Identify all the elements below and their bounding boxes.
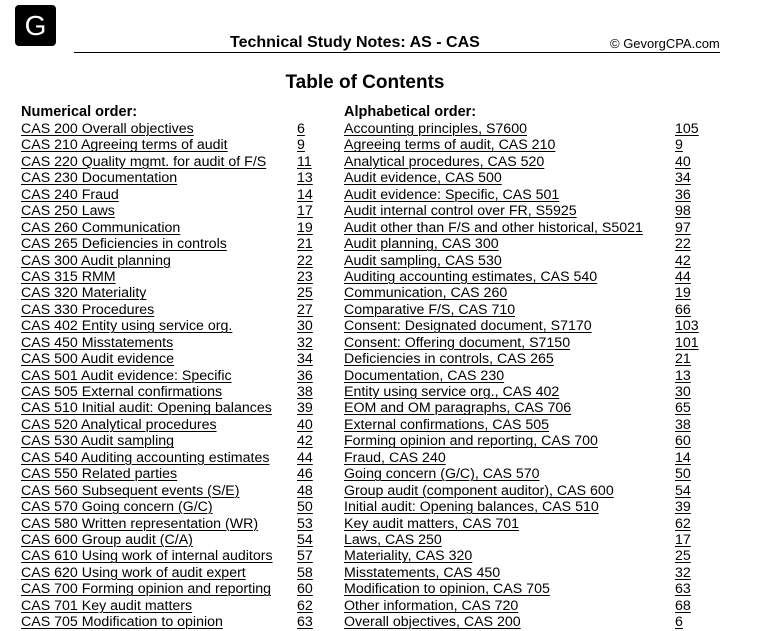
- alphabetical-toc-entry-link[interactable]: Audit other than F/S and other historical, S5021: [344, 219, 643, 236]
- numerical-toc-row: [21, 285, 321, 301]
- alphabetical-toc-page-link[interactable]: 40: [675, 153, 691, 170]
- numerical-toc-page-link[interactable]: 42: [297, 433, 313, 450]
- alphabetical-toc-page-link[interactable]: 42: [675, 252, 691, 269]
- alphabetical-toc-list: [344, 121, 704, 631]
- alphabetical-toc-entry-link[interactable]: Audit evidence: Specific, CAS 501: [344, 186, 560, 203]
- alphabetical-toc-page-link[interactable]: 63: [675, 581, 691, 598]
- alphabetical-order-heading: Alphabetical order:: [344, 104, 477, 120]
- numerical-toc-entry-link[interactable]: CAS 701 Key audit matters: [21, 597, 193, 614]
- alphabetical-toc-row: [344, 121, 704, 137]
- numerical-toc-row: [21, 170, 321, 186]
- numerical-toc-page-link[interactable]: 14: [297, 186, 313, 203]
- alphabetical-toc-page-link[interactable]: 6: [675, 614, 683, 631]
- alphabetical-toc-row: [344, 203, 704, 219]
- numerical-toc-page-link[interactable]: 36: [297, 367, 313, 384]
- numerical-toc-row: [21, 302, 321, 318]
- numerical-toc-row: [21, 203, 321, 219]
- numerical-toc-page-link[interactable]: 57: [297, 548, 313, 565]
- alphabetical-toc-entry-link[interactable]: Entity using service org., CAS 402: [344, 384, 560, 400]
- alphabetical-toc-row: [344, 450, 704, 466]
- alphabetical-toc-row: [344, 598, 704, 614]
- numerical-toc-entry-link[interactable]: CAS 705 Modification to opinion: [21, 614, 223, 631]
- alphabetical-toc-entry-link[interactable]: Forming opinion and reporting, CAS 700: [344, 433, 598, 450]
- alphabetical-toc-row: [344, 335, 704, 351]
- gevorgcpa-logo: [15, 5, 56, 46]
- numerical-toc-row: [21, 269, 321, 285]
- alphabetical-toc-page-link[interactable]: 50: [675, 466, 691, 483]
- header-title: Technical Study Notes: AS - CAS: [230, 34, 480, 51]
- alphabetical-toc-row: [344, 253, 704, 269]
- alphabetical-toc-row: [344, 548, 704, 564]
- alphabetical-toc-entry-link[interactable]: Audit sampling, CAS 530: [344, 252, 502, 269]
- numerical-toc-page-link[interactable]: 50: [297, 499, 313, 516]
- alphabetical-toc-entry-link[interactable]: Laws, CAS 250: [344, 531, 442, 548]
- numerical-toc-page-link[interactable]: 17: [297, 203, 313, 220]
- numerical-toc-entry-link[interactable]: CAS 540 Auditing accounting estimates: [21, 449, 270, 466]
- numerical-toc-entry-link[interactable]: CAS 500 Audit evidence: [21, 351, 175, 368]
- alphabetical-toc-page-link[interactable]: 21: [675, 351, 691, 368]
- numerical-toc-row: [21, 417, 321, 433]
- alphabetical-toc-row: [344, 187, 704, 203]
- numerical-toc-page-link[interactable]: 38: [297, 384, 313, 400]
- alphabetical-toc-entry-link[interactable]: External confirmations, CAS 505: [344, 416, 550, 433]
- alphabetical-toc-entry-link[interactable]: Group audit (component auditor), CAS 600: [344, 482, 614, 499]
- numerical-toc-row: [21, 483, 321, 499]
- numerical-toc-row: [21, 499, 321, 515]
- alphabetical-toc-row: [344, 236, 704, 252]
- alphabetical-toc-row: [344, 466, 704, 482]
- alphabetical-toc-row: [344, 137, 704, 153]
- alphabetical-toc-row: [344, 483, 704, 499]
- numerical-toc-entry-link[interactable]: CAS 250 Laws: [21, 203, 115, 220]
- alphabetical-toc-row: [344, 154, 704, 170]
- alphabetical-toc-page-link[interactable]: 105: [675, 121, 699, 137]
- alphabetical-toc-row: [344, 532, 704, 548]
- alphabetical-toc-page-link[interactable]: 66: [675, 301, 691, 318]
- numerical-toc-list: [21, 121, 321, 631]
- alphabetical-toc-row: [344, 516, 704, 532]
- numerical-toc-row: [21, 187, 321, 203]
- numerical-toc-row: [21, 368, 321, 384]
- numerical-toc-row: [21, 565, 321, 581]
- alphabetical-toc-page-link[interactable]: 17: [675, 531, 691, 548]
- alphabetical-toc-entry-link[interactable]: Accounting principles, S7600: [344, 121, 527, 137]
- numerical-toc-entry-link[interactable]: CAS 330 Procedures: [21, 301, 155, 318]
- numerical-toc-row: [21, 236, 321, 252]
- numerical-order-heading: Numerical order:: [21, 104, 138, 120]
- alphabetical-toc-row: [344, 433, 704, 449]
- alphabetical-toc-page-link[interactable]: 32: [675, 564, 691, 581]
- numerical-toc-entry-link[interactable]: CAS 265 Deficiencies in controls: [21, 236, 227, 253]
- numerical-toc-entry-link[interactable]: CAS 580 Written representation (WR): [21, 515, 259, 532]
- numerical-toc-page-link[interactable]: 44: [297, 449, 313, 466]
- alphabetical-toc-page-link[interactable]: 54: [675, 482, 691, 499]
- numerical-toc-row: [21, 516, 321, 532]
- numerical-toc-page-link[interactable]: 22: [297, 252, 313, 269]
- alphabetical-toc-row: [344, 351, 704, 367]
- numerical-toc-entry-link[interactable]: CAS 550 Related parties: [21, 466, 178, 483]
- numerical-toc-page-link[interactable]: 6: [297, 121, 305, 137]
- numerical-toc-row: [21, 154, 321, 170]
- numerical-toc-row: [21, 351, 321, 367]
- numerical-toc-entry-link[interactable]: CAS 260 Communication: [21, 219, 181, 236]
- alphabetical-toc-page-link[interactable]: 14: [675, 449, 691, 466]
- numerical-toc-page-link[interactable]: 39: [297, 400, 313, 417]
- alphabetical-toc-row: [344, 499, 704, 515]
- logo-letter: G: [24, 9, 47, 41]
- alphabetical-toc-page-link[interactable]: 39: [675, 499, 691, 516]
- numerical-toc-row: [21, 220, 321, 236]
- alphabetical-toc-row: [344, 269, 704, 285]
- numerical-toc-page-link[interactable]: 21: [297, 236, 313, 253]
- numerical-toc-entry-link[interactable]: CAS 501 Audit evidence: Specific: [21, 367, 232, 384]
- alphabetical-toc-entry-link[interactable]: Communication, CAS 260: [344, 285, 508, 302]
- numerical-toc-row: [21, 253, 321, 269]
- alphabetical-toc-row: [344, 384, 704, 400]
- numerical-toc-entry-link[interactable]: CAS 315 RMM: [21, 268, 116, 285]
- numerical-toc-page-link[interactable]: 62: [297, 597, 313, 614]
- numerical-toc-page-link[interactable]: 27: [297, 301, 313, 318]
- numerical-toc-row: [21, 433, 321, 449]
- numerical-toc-entry-link[interactable]: CAS 402 Entity using service org.: [21, 318, 233, 335]
- numerical-toc-entry-link[interactable]: CAS 520 Analytical procedures: [21, 416, 217, 433]
- alphabetical-toc-entry-link[interactable]: Consent: Offering document, S7150: [344, 334, 571, 351]
- numerical-toc-entry-link[interactable]: CAS 300 Audit planning: [21, 252, 171, 269]
- numerical-toc-row: [21, 598, 321, 614]
- alphabetical-toc-page-link[interactable]: 44: [675, 268, 691, 285]
- numerical-toc-entry-link[interactable]: CAS 620 Using work of audit expert: [21, 564, 246, 581]
- alphabetical-toc-page-link[interactable]: 62: [675, 515, 691, 532]
- alphabetical-toc-row: [344, 614, 704, 630]
- numerical-toc-page-link[interactable]: 63: [297, 614, 313, 631]
- numerical-toc-page-link[interactable]: 30: [297, 318, 313, 335]
- alphabetical-toc-row: [344, 368, 704, 384]
- alphabetical-toc-page-link[interactable]: 103: [675, 318, 699, 335]
- numerical-toc-row: [21, 137, 321, 153]
- alphabetical-toc-page-link[interactable]: 34: [675, 170, 691, 187]
- numerical-toc-page-link[interactable]: 54: [297, 531, 313, 548]
- alphabetical-toc-entry-link[interactable]: Documentation, CAS 230: [344, 367, 505, 384]
- alphabetical-toc-row: [344, 565, 704, 581]
- alphabetical-toc-row: [344, 220, 704, 236]
- numerical-toc-entry-link[interactable]: CAS 600 Group audit (C/A): [21, 531, 193, 548]
- alphabetical-toc-page-link[interactable]: 22: [675, 236, 691, 253]
- alphabetical-toc-page-link[interactable]: 36: [675, 186, 691, 203]
- numerical-toc-row: [21, 121, 321, 137]
- numerical-toc-page-link[interactable]: 46: [297, 466, 313, 483]
- numerical-toc-row: [21, 548, 321, 564]
- numerical-toc-page-link[interactable]: 60: [297, 581, 313, 598]
- alphabetical-toc-page-link[interactable]: 101: [675, 334, 699, 351]
- alphabetical-toc-entry-link[interactable]: Fraud, CAS 240: [344, 449, 446, 466]
- alphabetical-toc-page-link[interactable]: 38: [675, 416, 691, 433]
- alphabetical-toc-row: [344, 318, 704, 334]
- numerical-toc-page-link[interactable]: 13: [297, 170, 313, 187]
- numerical-toc-row: [21, 466, 321, 482]
- alphabetical-toc-entry-link[interactable]: Materiality, CAS 320: [344, 548, 473, 565]
- alphabetical-toc-entry-link[interactable]: Overall objectives, CAS 200: [344, 614, 521, 631]
- numerical-toc-row: [21, 450, 321, 466]
- numerical-toc-page-link[interactable]: 53: [297, 515, 313, 532]
- numerical-toc-entry-link[interactable]: CAS 200 Overall objectives: [21, 121, 194, 137]
- page-title: Table of Contents: [285, 72, 445, 93]
- alphabetical-toc-row: [344, 285, 704, 301]
- numerical-toc-entry-link[interactable]: CAS 510 Initial audit: Opening balances: [21, 400, 272, 417]
- numerical-toc-entry-link[interactable]: CAS 610 Using work of internal auditors: [21, 548, 273, 565]
- alphabetical-toc-page-link[interactable]: 60: [675, 433, 691, 450]
- numerical-toc-page-link[interactable]: 9: [297, 137, 305, 154]
- numerical-toc-row: [21, 532, 321, 548]
- alphabetical-toc-page-link[interactable]: 13: [675, 367, 691, 384]
- alphabetical-toc-row: [344, 400, 704, 416]
- numerical-toc-page-link[interactable]: 32: [297, 334, 313, 351]
- numerical-toc-page-link[interactable]: 40: [297, 416, 313, 433]
- alphabetical-toc-page-link[interactable]: 30: [675, 384, 691, 400]
- numerical-toc-entry-link[interactable]: CAS 505 External confirmations: [21, 384, 223, 400]
- alphabetical-toc-entry-link[interactable]: Audit internal control over FR, S5925: [344, 203, 577, 220]
- numerical-toc-page-link[interactable]: 25: [297, 285, 313, 302]
- alphabetical-toc-entry-link[interactable]: Auditing accounting estimates, CAS 540: [344, 268, 598, 285]
- alphabetical-toc-entry-link[interactable]: Deficiencies in controls, CAS 265: [344, 351, 554, 368]
- numerical-toc-row: [21, 581, 321, 597]
- alphabetical-toc-entry-link[interactable]: Modification to opinion, CAS 705: [344, 581, 550, 598]
- numerical-toc-entry-link[interactable]: CAS 230 Documentation: [21, 170, 178, 187]
- alphabetical-toc-entry-link[interactable]: Other information, CAS 720: [344, 597, 519, 614]
- numerical-toc-entry-link[interactable]: CAS 220 Quality mgmt. for audit of F/S: [21, 153, 267, 170]
- numerical-toc-row: [21, 614, 321, 630]
- numerical-toc-page-link[interactable]: 11: [297, 153, 312, 170]
- alphabetical-toc-row: [344, 170, 704, 186]
- alphabetical-toc-entry-link[interactable]: Key audit matters, CAS 701: [344, 515, 520, 532]
- numerical-toc-page-link[interactable]: 23: [297, 268, 313, 285]
- numerical-toc-row: [21, 318, 321, 334]
- numerical-toc-page-link[interactable]: 34: [297, 351, 313, 368]
- header-divider: [74, 52, 720, 53]
- alphabetical-toc-entry-link[interactable]: Initial audit: Opening balances, CAS 510: [344, 499, 599, 516]
- alphabetical-toc-entry-link[interactable]: Audit evidence, CAS 500: [344, 170, 502, 187]
- alphabetical-toc-entry-link[interactable]: Comparative F/S, CAS 710: [344, 301, 516, 318]
- numerical-toc-row: [21, 400, 321, 416]
- alphabetical-toc-entry-link[interactable]: Going concern (G/C), CAS 570: [344, 466, 540, 483]
- numerical-toc-entry-link[interactable]: CAS 450 Misstatements: [21, 334, 174, 351]
- alphabetical-toc-row: [344, 302, 704, 318]
- numerical-toc-entry-link[interactable]: CAS 530 Audit sampling: [21, 433, 174, 450]
- alphabetical-toc-page-link[interactable]: 97: [675, 219, 691, 236]
- numerical-toc-entry-link[interactable]: CAS 700 Forming opinion and reporting: [21, 581, 272, 598]
- alphabetical-toc-page-link[interactable]: 68: [675, 597, 691, 614]
- alphabetical-toc-page-link[interactable]: 98: [675, 203, 691, 220]
- numerical-toc-entry-link[interactable]: CAS 560 Subsequent events (S/E): [21, 482, 240, 499]
- alphabetical-toc-row: [344, 581, 704, 597]
- alphabetical-toc-page-link[interactable]: 19: [675, 285, 691, 302]
- alphabetical-toc-entry-link[interactable]: Agreeing terms of audit, CAS 210: [344, 137, 556, 154]
- numerical-toc-entry-link[interactable]: CAS 240 Fraud: [21, 186, 119, 203]
- numerical-toc-page-link[interactable]: 58: [297, 564, 313, 581]
- alphabetical-toc-entry-link[interactable]: Audit planning, CAS 300: [344, 236, 499, 253]
- alphabetical-toc-page-link[interactable]: 65: [675, 400, 691, 417]
- alphabetical-toc-entry-link[interactable]: Misstatements, CAS 450: [344, 564, 501, 581]
- alphabetical-toc-entry-link[interactable]: EOM and OM paragraphs, CAS 706: [344, 400, 572, 417]
- alphabetical-toc-entry-link[interactable]: Analytical procedures, CAS 520: [344, 153, 545, 170]
- alphabetical-toc-page-link[interactable]: 9: [675, 137, 683, 154]
- numerical-toc-entry-link[interactable]: CAS 570 Going concern (G/C): [21, 499, 213, 516]
- header-brand: © GevorgCPA.com: [610, 36, 720, 51]
- alphabetical-toc-row: [344, 417, 704, 433]
- numerical-toc-row: [21, 384, 321, 400]
- numerical-toc-row: [21, 335, 321, 351]
- alphabetical-toc-page-link[interactable]: 25: [675, 548, 691, 565]
- numerical-toc-page-link[interactable]: 48: [297, 482, 313, 499]
- numerical-toc-entry-link[interactable]: CAS 320 Materiality: [21, 285, 147, 302]
- numerical-toc-page-link[interactable]: 19: [297, 219, 313, 236]
- numerical-toc-entry-link[interactable]: CAS 210 Agreeing terms of audit: [21, 137, 228, 154]
- alphabetical-toc-entry-link[interactable]: Consent: Designated document, S7170: [344, 318, 592, 335]
